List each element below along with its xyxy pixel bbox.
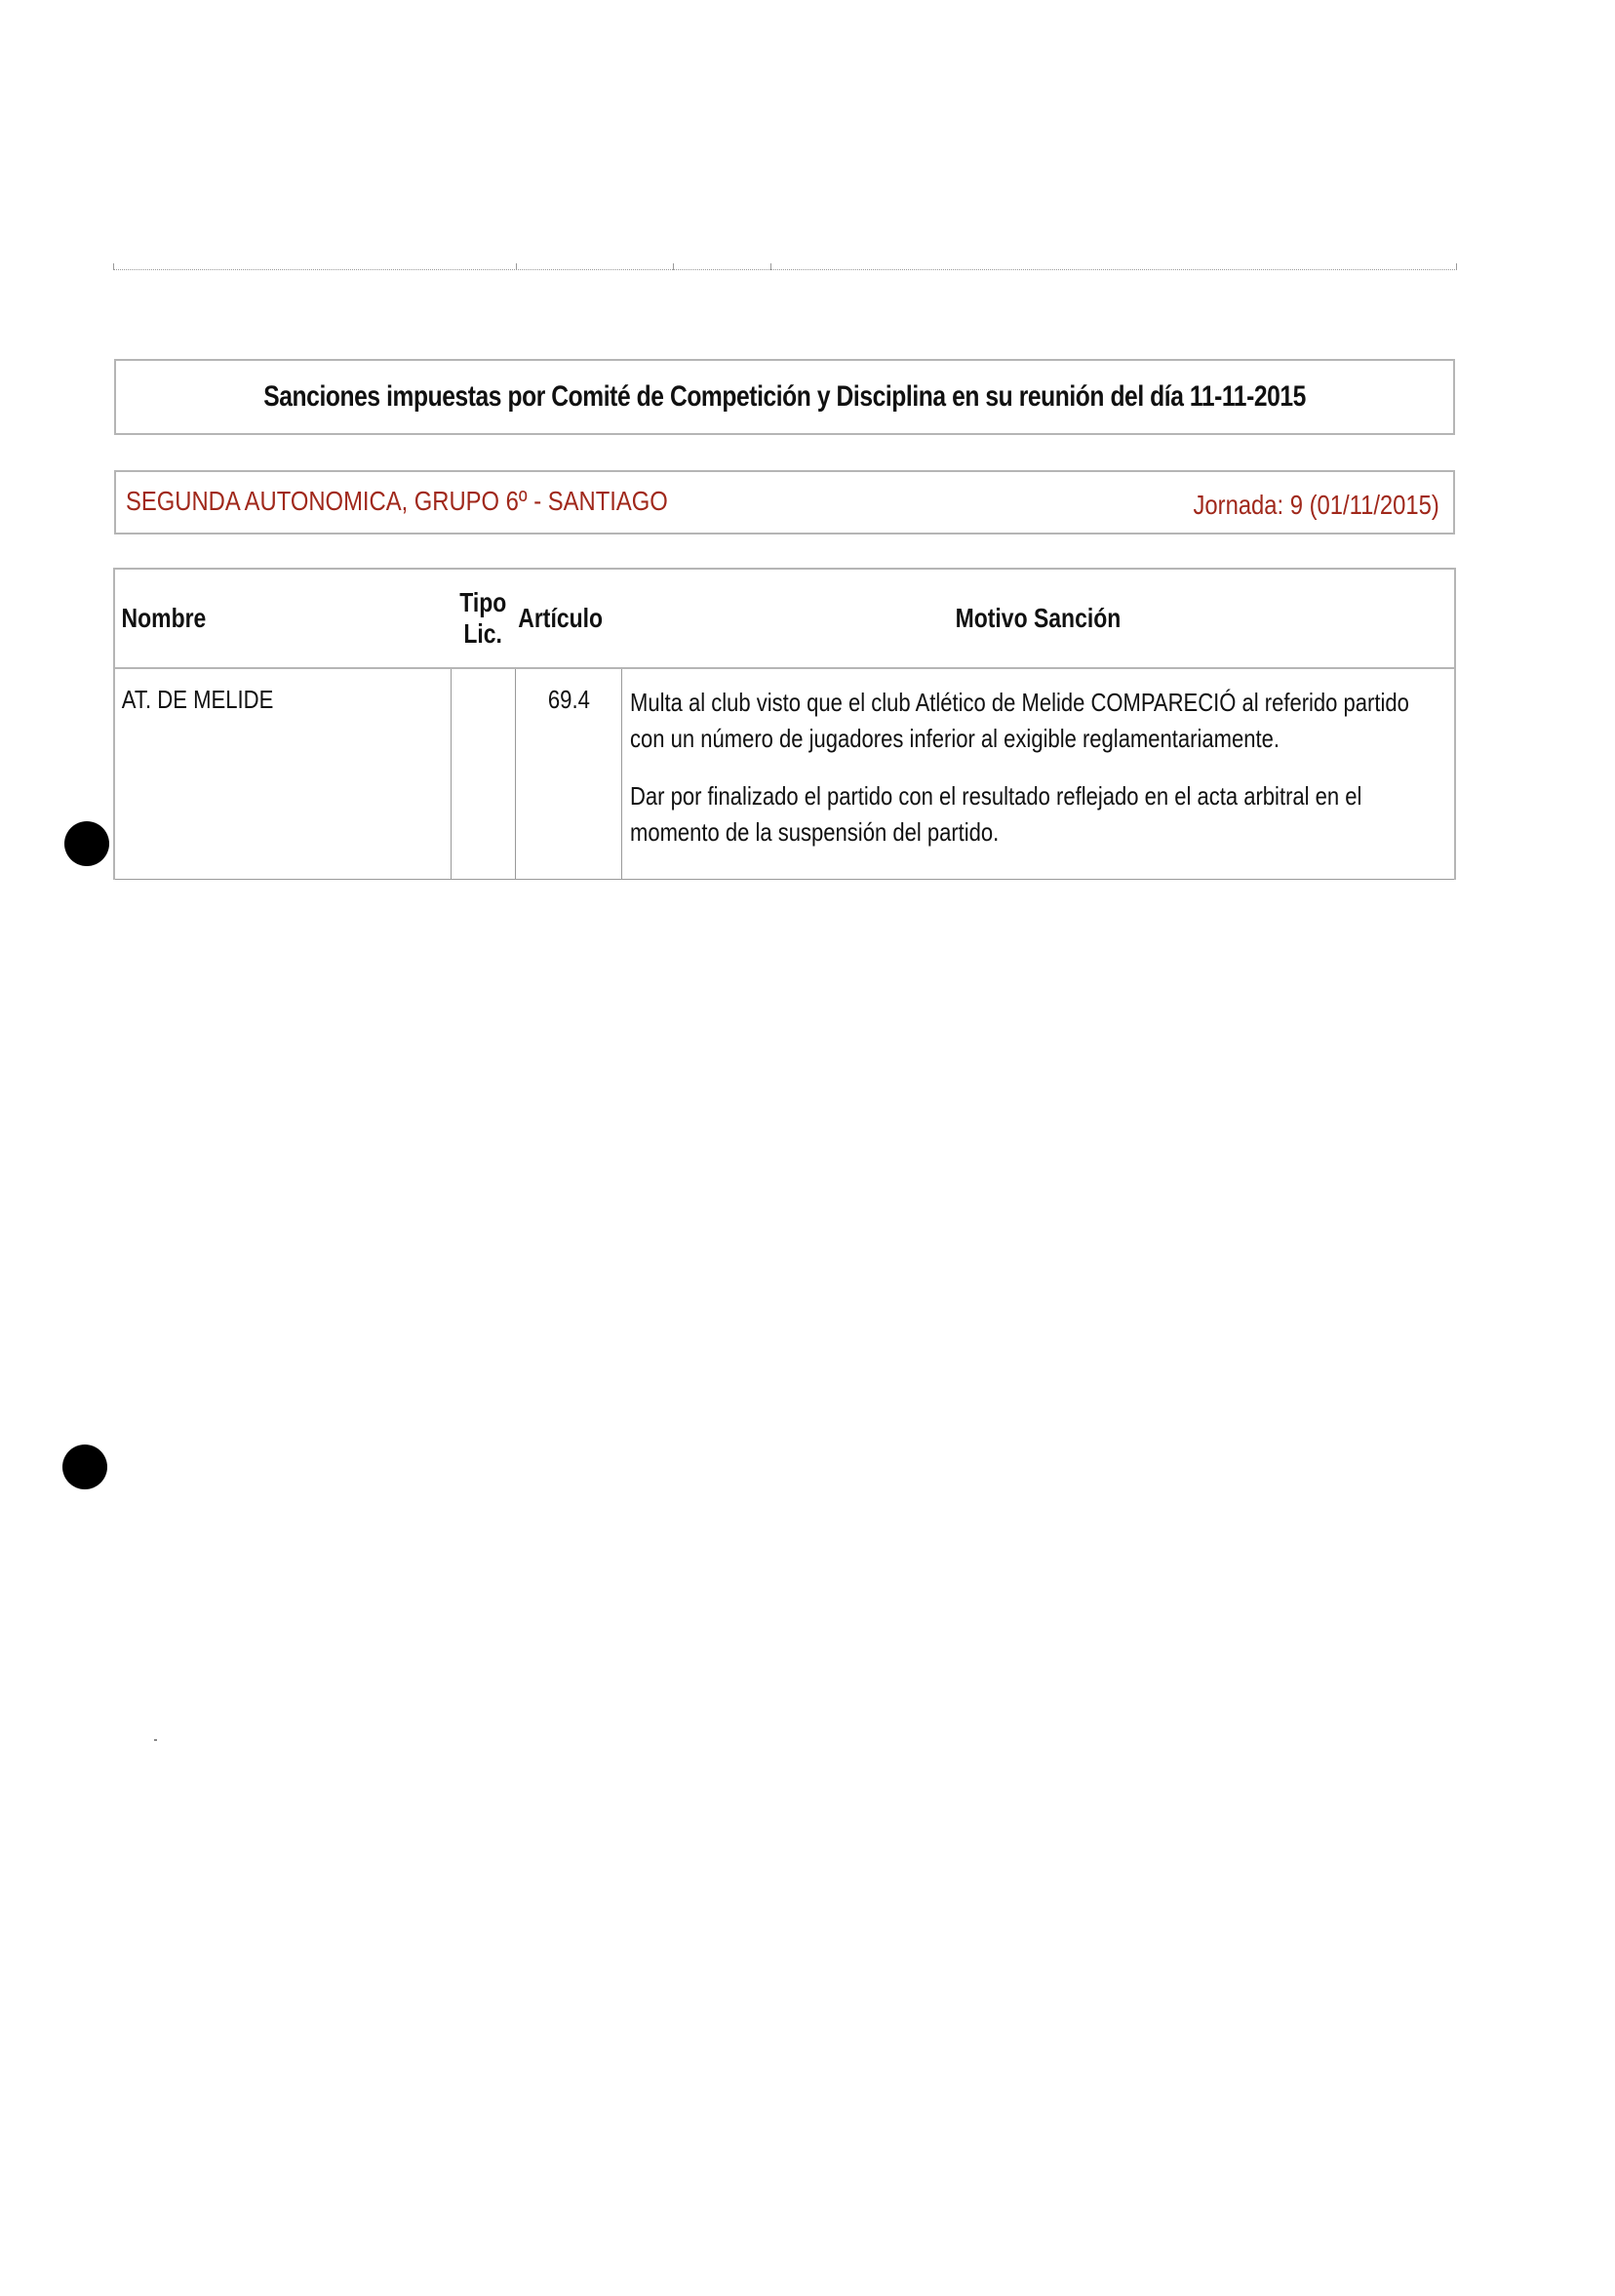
cell-articulo bbox=[515, 668, 622, 879]
header-tipo-line1: Tipo bbox=[458, 587, 507, 617]
table-header-row bbox=[114, 569, 1455, 668]
table-row bbox=[114, 668, 1455, 879]
header-motivo-label: Motivo Sanción bbox=[955, 603, 1122, 633]
motivo-paragraph: Dar por finalizado el partido con el resultado reflejado en el acta arbitral en el momento de la suspensión del partido. bbox=[630, 781, 1362, 847]
rule-tick bbox=[516, 263, 517, 270]
top-dotted-rule bbox=[113, 269, 1457, 270]
jornada-label: Jornada: 9 (01/11/2015) bbox=[1193, 490, 1439, 520]
header-nombre-label: Nombre bbox=[121, 603, 207, 633]
rule-tick bbox=[113, 263, 114, 270]
articulo-value: 69.4 bbox=[547, 685, 590, 714]
title-box bbox=[114, 359, 1455, 435]
header-motivo bbox=[622, 569, 1455, 668]
punch-hole bbox=[64, 821, 109, 866]
group-header bbox=[114, 470, 1455, 534]
header-articulo bbox=[515, 569, 622, 668]
rule-tick bbox=[673, 263, 674, 270]
rule-tick bbox=[1456, 263, 1457, 270]
competition-group: SEGUNDA AUTONOMICA, GRUPO 6º - SANTIAGO bbox=[126, 486, 668, 516]
header-tipo-line2: Lic. bbox=[463, 618, 502, 649]
header-nombre bbox=[114, 569, 451, 668]
team-name: AT. DE MELIDE bbox=[121, 685, 274, 714]
header-tipo-lic bbox=[451, 569, 515, 668]
punch-hole bbox=[62, 1445, 107, 1489]
cell-nombre bbox=[114, 668, 451, 879]
sanctions-table bbox=[113, 568, 1456, 880]
cell-motivo bbox=[622, 668, 1455, 879]
document-title: Sanciones impuestas por Comité de Competición y Disciplina en su reunión del día 11-11-2015 bbox=[263, 380, 1306, 413]
scan-speck bbox=[154, 1739, 157, 1741]
motivo-paragraph: Multa al club visto que el club Atlético de Melide COMPARECIÓ al referido partido con un número de jugadores inferior al exigible reglamentariamente. bbox=[630, 688, 1410, 753]
sanctions-table-wrap bbox=[113, 568, 1456, 880]
header-articulo-label: Artículo bbox=[518, 603, 604, 633]
cell-tipo bbox=[451, 668, 515, 879]
rule-tick bbox=[770, 263, 771, 270]
